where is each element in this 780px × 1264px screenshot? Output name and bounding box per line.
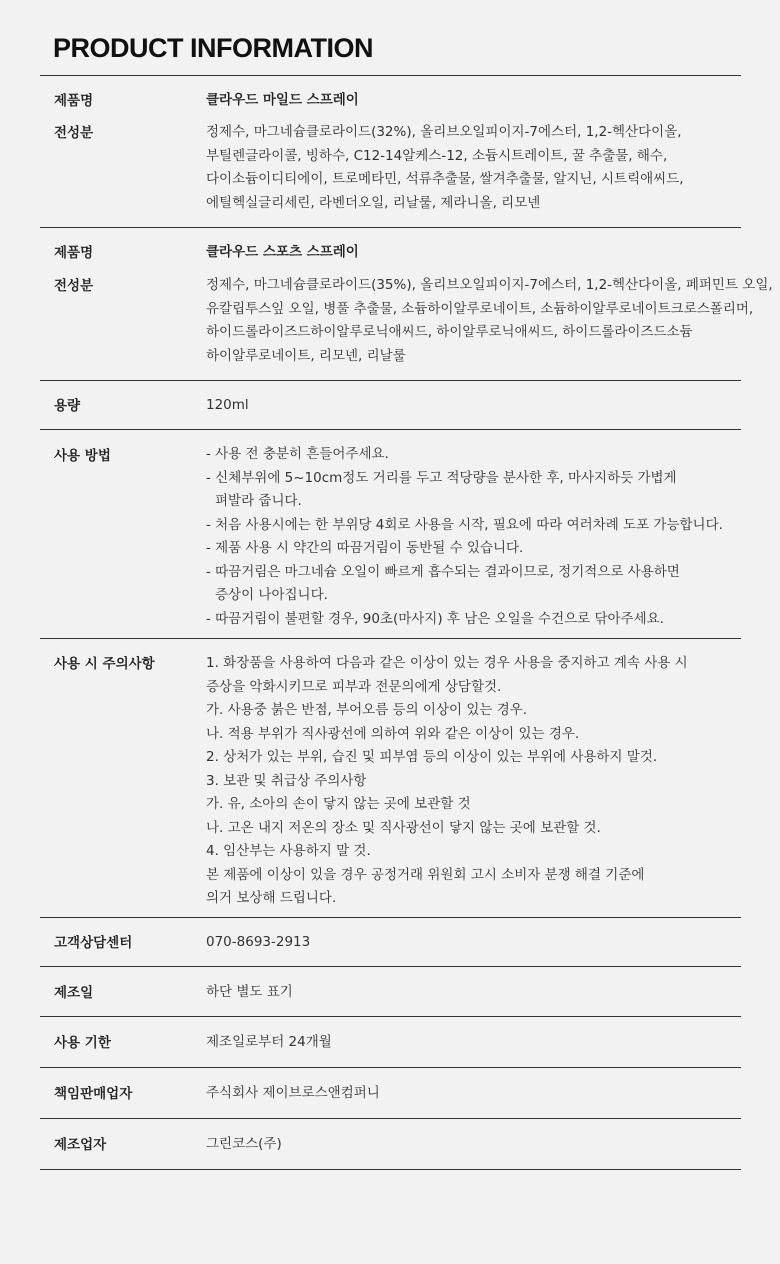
- seller-label: 책임판매업자: [54, 1086, 133, 1102]
- caution-line: 증상을 악화시키므로 피부과 전문의에게 상담할것.: [206, 678, 502, 695]
- caution-line: 3. 보관 및 취급상 주의사항: [206, 772, 367, 789]
- manufacture-date-label: 제조일: [54, 985, 94, 1001]
- usage-line: 펴발라 줍니다.: [215, 493, 302, 509]
- caution-line: 본 제품에 이상이 있을 경우 공정거래 위원회 고시 소비자 분쟁 해결 기준에: [206, 866, 645, 883]
- cautions-list: [206, 652, 746, 911]
- ingredients-list: [206, 121, 746, 215]
- ingredients-line: 정제수, 마그네슘클로라이드(32%), 올리브오일피이지-7에스터, 1,2-헥산다이올,: [206, 124, 682, 140]
- caution-line: 가. 사용중 붉은 반점, 부어오름 등의 이상이 있는 경우.: [206, 702, 528, 718]
- caution-line: 가. 유, 소아의 손이 닿지 않는 곳에 보관할 것: [206, 796, 471, 812]
- divider: [40, 1016, 741, 1017]
- ingredients-line: 에틸헥실글리세린, 라벤더오일, 리날룰, 제라니올, 리모넨: [206, 194, 541, 211]
- divider: [40, 429, 741, 430]
- ingredients-line: 하이드롤라이즈드하이알루로닉애씨드, 하이알루로닉애씨드, 하이드롤라이즈드소듐: [206, 324, 693, 340]
- usage-label: 사용 방법: [54, 448, 111, 464]
- divider: [40, 966, 741, 967]
- customer-center-label: 고객상담센터: [54, 935, 133, 951]
- ingredients-line: 정제수, 마그네슘클로라이드(35%), 올리브오일피이지-7에스터, 1,2-헥산다이올, 페퍼민트 오일,: [206, 277, 773, 293]
- usage-line: - 따끔거림이 불편할 경우, 90초(마사지) 후 남은 오일을 수건으로 닦아주세요.: [206, 610, 664, 627]
- seller-value: 주식회사 제이브로스앤컴퍼니: [206, 1085, 380, 1101]
- divider: [40, 1067, 741, 1068]
- product-name-label: 제품명: [54, 93, 94, 109]
- divider: [40, 75, 741, 76]
- ingredients-list: [206, 274, 773, 368]
- ingredients-label: 전성분: [54, 125, 94, 141]
- divider: [40, 227, 741, 228]
- caution-line: 1. 화장품을 사용하여 다음과 같은 이상이 있는 경우 사용을 중지하고 계속 사용 시: [206, 655, 688, 671]
- caution-line: 나. 고온 내지 저온의 장소 및 직사광선이 닿지 않는 곳에 보관할 것.: [206, 819, 601, 836]
- usage-instructions: [206, 443, 746, 631]
- cautions-label: 사용 시 주의사항: [54, 656, 155, 672]
- ingredients-line: 유칼립투스잎 오일, 병풀 추출물, 소듐하이알루로네이트, 소듐하이알루로네이트크로스폴리머,: [206, 300, 754, 317]
- divider: [40, 638, 741, 639]
- usage-line: - 신체부위에 5~10cm정도 거리를 두고 적당량을 분사한 후, 마사지하듯 가볍게: [206, 469, 677, 486]
- ingredients-label: 전성분: [54, 278, 94, 294]
- usage-line: - 처음 사용시에는 한 부위당 4회로 사용을 시작, 필요에 따라 여러차례 도포 가능합니다.: [206, 516, 723, 533]
- manufacturer-value: 그린코스(주): [206, 1136, 282, 1152]
- ingredients-line: 다이소듐이디티에이, 트로메타민, 석류추출물, 쌀겨추출물, 알지닌, 시트릭애씨드,: [206, 171, 684, 187]
- ingredients-line: 하이알루로네이트, 리모넨, 리날룰: [206, 347, 406, 364]
- volume-value: 120ml: [206, 397, 249, 413]
- caution-line: 나. 적용 부위가 직사광선에 의하여 위와 같은 이상이 있는 경우.: [206, 725, 580, 742]
- page-title: PRODUCT INFORMATION: [53, 33, 373, 63]
- ingredients-line: 부틸렌글라이콜, 빙하수, C12-14알케스-12, 소듐시트레이트, 꿀 추출물, 해수,: [206, 147, 668, 164]
- caution-line: 2. 상처가 있는 부위, 습진 및 피부염 등의 이상이 있는 부위에 사용하지 말것.: [206, 749, 658, 765]
- caution-line: 4. 임산부는 사용하지 말 것.: [206, 843, 371, 859]
- caution-line: 의거 보상해 드립니다.: [206, 890, 337, 906]
- manufacturer-label: 제조업자: [54, 1137, 107, 1153]
- divider: [40, 1169, 741, 1170]
- divider: [40, 380, 741, 381]
- usage-line: - 따끔거림은 마그네슘 오일이 빠르게 흡수되는 결과이므로, 정기적으로 사용하면: [206, 563, 680, 580]
- volume-label: 용량: [54, 398, 81, 414]
- product-name: 클라우드 스포츠 스프레이: [206, 244, 359, 260]
- usage-line: - 사용 전 충분히 흔들어주세요.: [206, 446, 389, 462]
- manufacture-date-value: 하단 별도 표기: [206, 984, 293, 1000]
- product-name-label: 제품명: [54, 245, 94, 261]
- usage-line: 증상이 나아집니다.: [215, 587, 328, 603]
- expiry-label: 사용 기한: [54, 1035, 111, 1051]
- expiry-value: 제조일로부터 24개월: [206, 1034, 332, 1050]
- usage-line: - 제품 사용 시 약간의 따끔거림이 동반될 수 있습니다.: [206, 540, 524, 556]
- customer-center-phone: 070-8693-2913: [206, 934, 311, 950]
- product-name: 클라우드 마일드 스프레이: [206, 92, 359, 108]
- divider: [40, 1118, 741, 1119]
- divider: [40, 917, 741, 918]
